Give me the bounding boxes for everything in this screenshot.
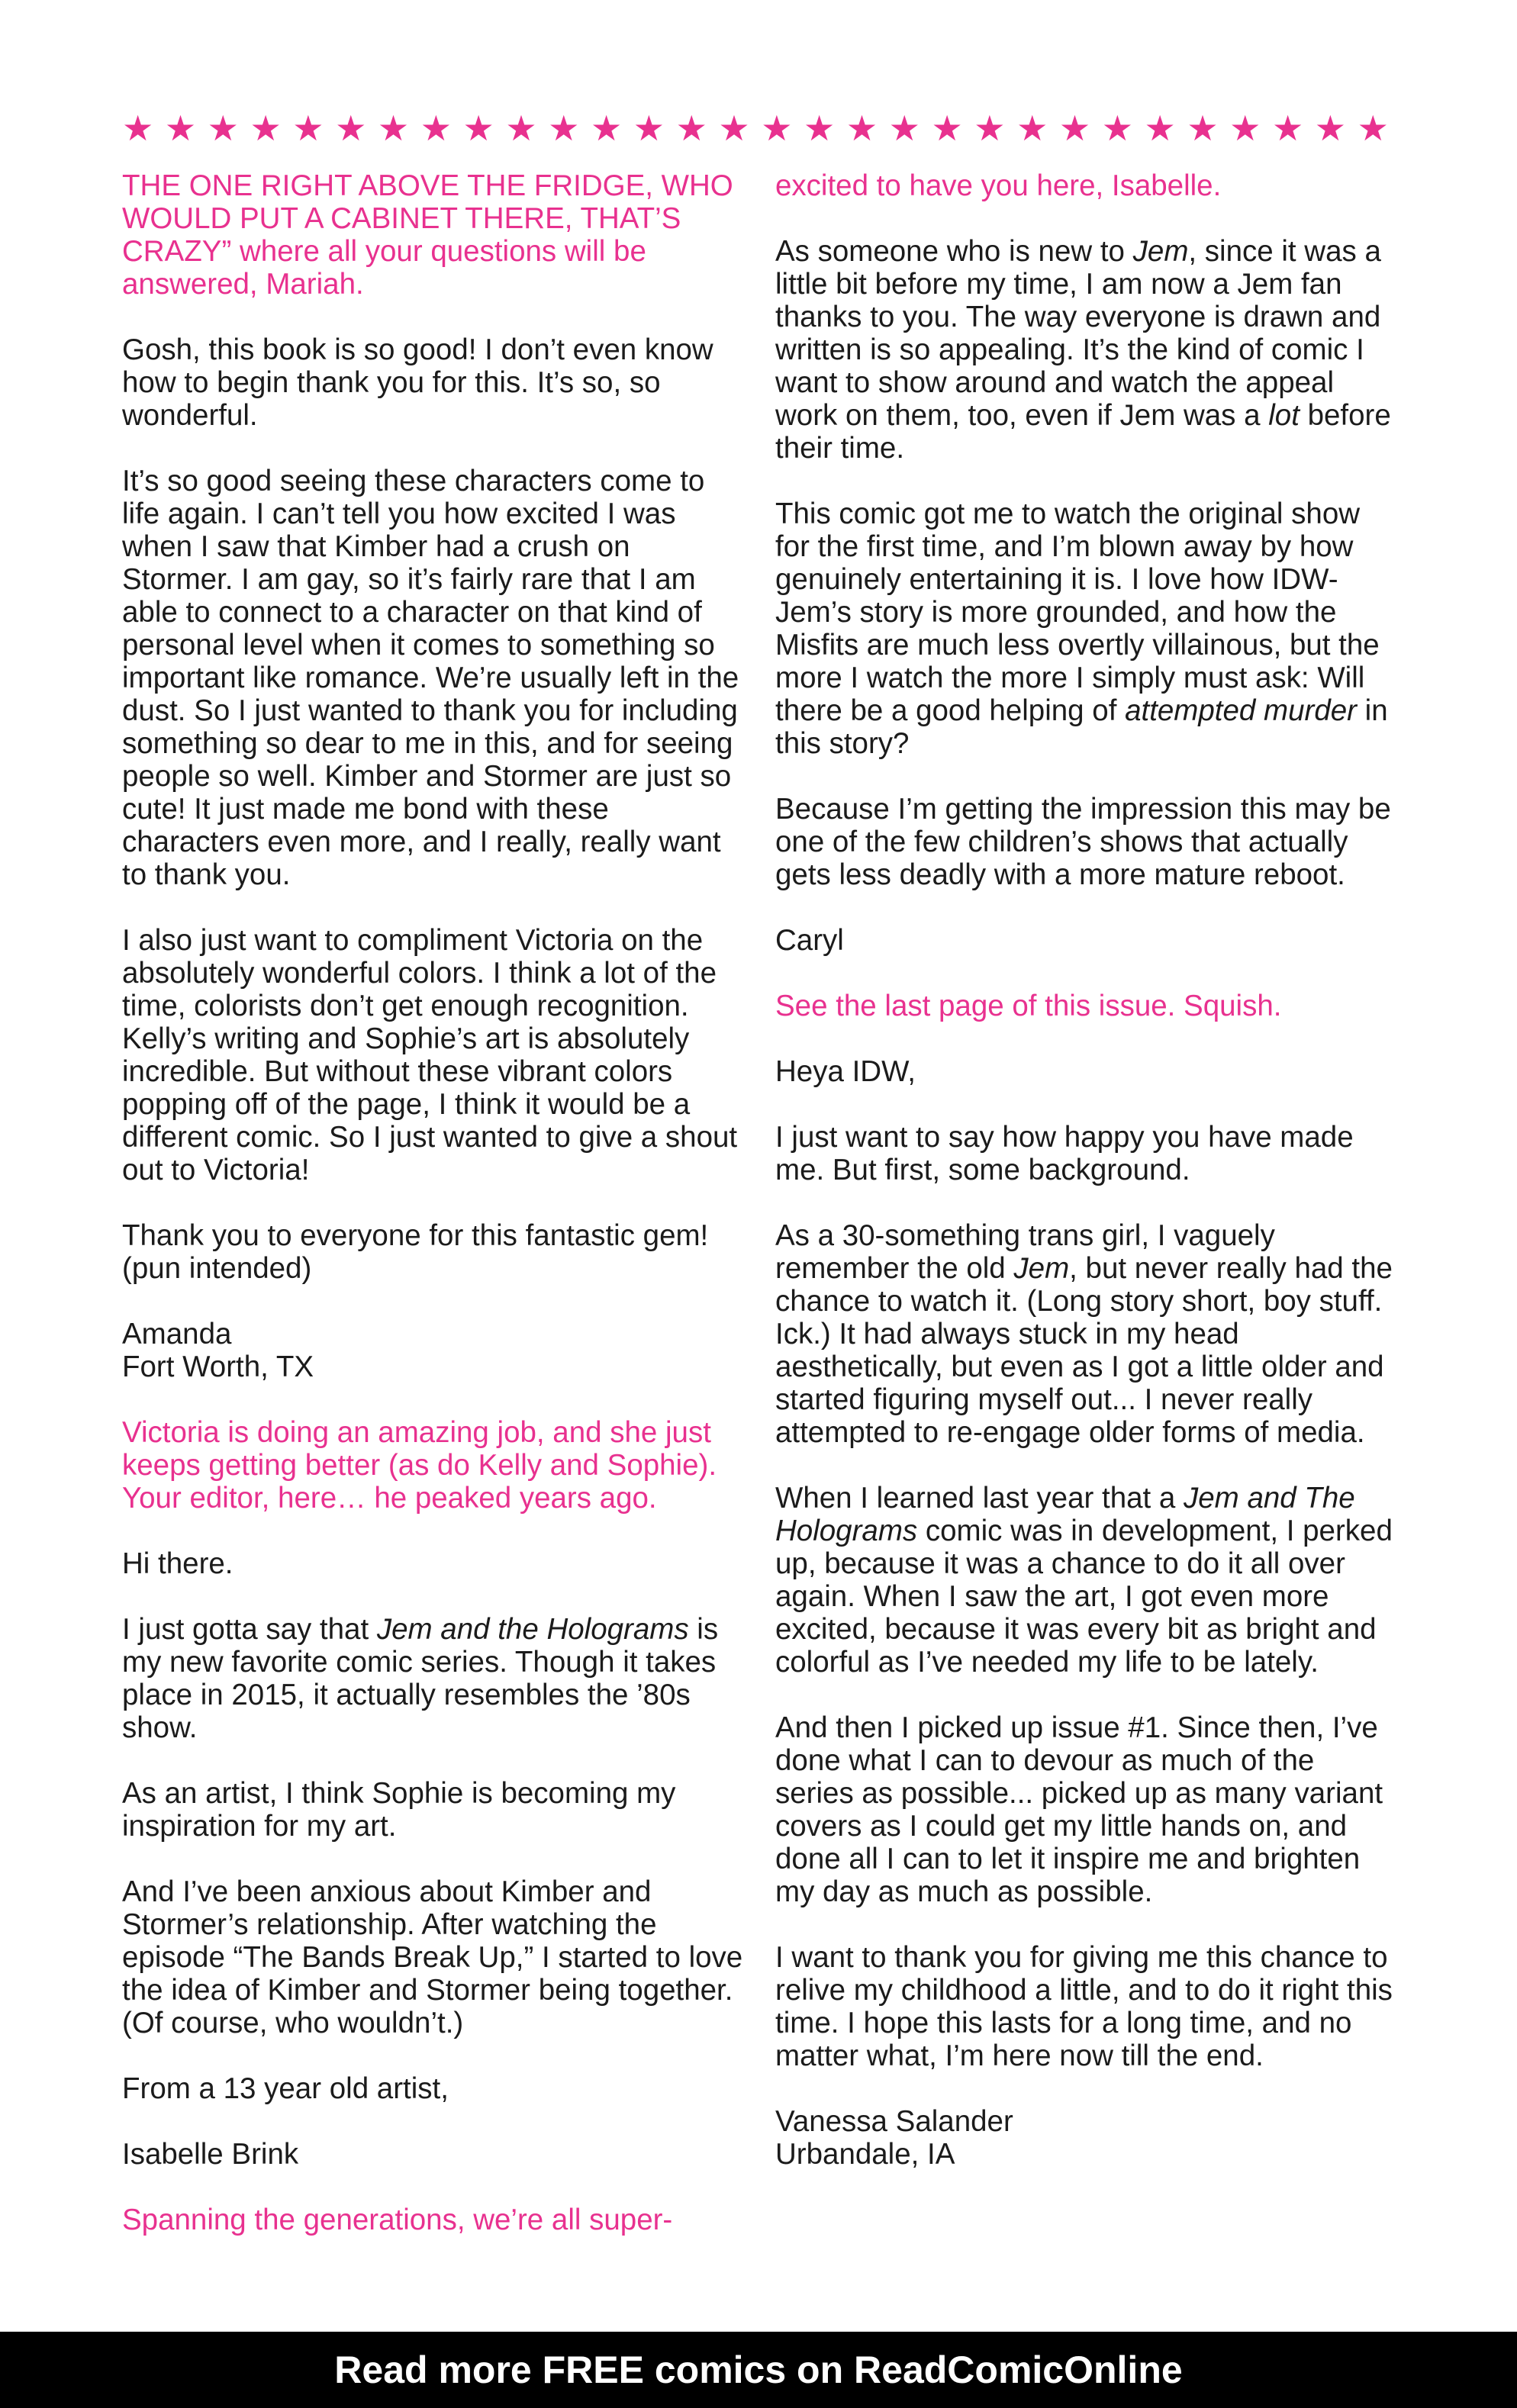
- comic-title: Jem: [1132, 235, 1189, 268]
- star-icon: ★: [675, 108, 707, 149]
- text-segment: , since it was a little bit before my time, I am now a Jem fan thanks to you. The way everyone is drawn and written is so appealing. It’s the kind of comic I want to show around and watch the appeal work on them, too, even if Jem was a: [775, 235, 1381, 432]
- signature-name: Isabelle Brink: [122, 2138, 299, 2171]
- signature-location: Fort Worth, TX: [122, 1350, 314, 1383]
- letter-signature: [775, 2105, 1395, 2171]
- letter-paragraph: I just want to say how happy you have made me. But first, some background.: [775, 1121, 1354, 1186]
- star-icon: ★: [335, 108, 367, 149]
- star-icon: ★: [974, 108, 1006, 149]
- letter-paragraph: And I’ve been anxious about Kimber and Stormer’s relationship. After watching the episode “The Bands Break Up,” I started to love the idea of Kimber and Stormer being together. (Of course, who wouldn’t.): [122, 1875, 743, 2039]
- letter-paragraph: [122, 1613, 748, 1744]
- text-segment: is my new favorite comic series. Though it takes place in 2015, it actually resembles the ’80s show.: [122, 1613, 719, 1744]
- right-column: [775, 169, 1395, 2171]
- letter-paragraph: Because I’m getting the impression this may be one of the few children’s shows that actually gets less deadly with a more mature reboot.: [775, 793, 1391, 891]
- star-icon: ★: [845, 108, 878, 149]
- star-icon: ★: [1187, 108, 1219, 149]
- letter-paragraph: [775, 235, 1395, 465]
- text-segment: before their time.: [775, 399, 1391, 465]
- star-icon: ★: [1229, 108, 1261, 149]
- star-icon: ★: [590, 108, 623, 149]
- star-icon: ★: [548, 108, 580, 149]
- star-icon: ★: [164, 108, 197, 149]
- star-icon: ★: [292, 108, 324, 149]
- star-icon: ★: [1101, 108, 1133, 149]
- left-column: [122, 169, 748, 2236]
- letter-paragraph: As an artist, I think Sophie is becoming my inspiration for my art.: [122, 1777, 676, 1843]
- star-icon: ★: [1314, 108, 1346, 149]
- letter-paragraph: Gosh, this book is so good! I don’t even know how to begin thank you for this. It’s so, so wonderful.: [122, 333, 713, 432]
- text-segment: This comic got me to watch the original show for the first time, and I’m blown away by how genuinely entertaining it is. I love how IDW-Jem’s story is more grounded, and how the Misfits are much less overtly villainous, but the more I watch the more I simply must ask: Will there be a good helping of: [775, 497, 1380, 727]
- signature-name: Caryl: [775, 924, 844, 957]
- star-border: [122, 107, 1389, 150]
- editor-response: excited to have you here, Isabelle.: [775, 169, 1222, 202]
- letter-paragraph: I also just want to compliment Victoria on the absolutely wonderful colors. I think a lot of the time, colorists don’t get enough recognition. Kelly’s writing and Sophie’s art is absolutely incredible. But without these vibrant colors popping off of the page, I think it would be a different comic. So I just wanted to give a shout out to Victoria!: [122, 924, 738, 1186]
- letter-closing: From a 13 year old artist,: [122, 2072, 449, 2105]
- text-segment: As a 30-something trans girl, I vaguely remember the old: [775, 1219, 1275, 1285]
- star-icon: ★: [888, 108, 920, 149]
- letter-paragraph: And then I picked up issue #1. Since then, I’ve done what I can to devour as much of the series as possible... picked up as many variant covers as I could get my little hands on, and done all I can to let it inspire me and brighten my day as much as possible.: [775, 1711, 1383, 1908]
- star-icon: ★: [462, 108, 494, 149]
- star-icon: ★: [1058, 108, 1091, 149]
- letter-signature: [122, 1318, 748, 1383]
- footer-banner[interactable]: Read more FREE comics on ReadComicOnline: [0, 2332, 1517, 2408]
- text-segment: When I learned last year that a: [775, 1482, 1184, 1515]
- star-icon: ★: [1144, 108, 1176, 149]
- text-segment: comic was in development, I perked up, because it was a chance to do it all over again. When I saw the art, I got even more excited, because it was every bit as bright and colorful as I’ve needed my life to be lately.: [775, 1515, 1393, 1679]
- comic-title: Jem and the Holograms: [376, 1613, 689, 1646]
- comic-title: Jem and The Holograms: [775, 1482, 1355, 1547]
- editor-response: See the last page of this issue. Squish.: [775, 990, 1282, 1022]
- letter-paragraph: [775, 1219, 1395, 1449]
- star-icon: ★: [1271, 108, 1304, 149]
- text-segment: in this story?: [775, 694, 1388, 760]
- signature-name: Amanda: [122, 1318, 232, 1350]
- text-segment: , but never really had the chance to watch it. (Long story short, boy stuff. Ick.) It had always stuck in my head aesthetically, but even as I got a little older and started figuring myself out... I never really attempted to re-engage older forms of media.: [775, 1252, 1393, 1449]
- star-icon: ★: [250, 108, 282, 149]
- star-icon: ★: [761, 108, 793, 149]
- letter-paragraph: Thank you to everyone for this fantastic gem! (pun intended): [122, 1219, 709, 1285]
- comic-title: Jem: [1013, 1252, 1070, 1285]
- letter-paragraph: I want to thank you for giving me this chance to relive my childhood a little, and to do it right this time. I hope this lasts for a long time, and no matter what, I’m here now till the end.: [775, 1941, 1393, 2072]
- text-segment: I just gotta say that: [122, 1613, 377, 1646]
- star-icon: ★: [207, 108, 239, 149]
- editor-response: THE ONE RIGHT ABOVE THE FRIDGE, WHO WOULD PUT A CABINET THERE, THAT’S CRAZY” where all your questions will be answered, Mariah.: [122, 169, 733, 301]
- star-icon: ★: [931, 108, 963, 149]
- star-icon: ★: [1016, 108, 1048, 149]
- letter-greeting: Heya IDW,: [775, 1055, 916, 1088]
- star-icon: ★: [633, 108, 665, 149]
- star-icon: ★: [1357, 108, 1389, 149]
- letter-greeting: Hi there.: [122, 1547, 234, 1580]
- star-icon: ★: [804, 108, 836, 149]
- star-icon: ★: [718, 108, 750, 149]
- letter-paragraph: It’s so good seeing these characters come to life again. I can’t tell you how excited I was when I saw that Kimber had a crush on Stormer. I am gay, so it’s fairly rare that I am able to connect to a character on that kind of personal level when it comes to something so important like romance. We’re usually left in the dust. So I just wanted to thank you for including something so dear to me in this, and for seeing people so well. Kimber and Stormer are just so cute! It just made me bond with these characters even more, and I really, really want to thank you.: [122, 465, 739, 891]
- editor-response: Victoria is doing an amazing job, and she just keeps getting better (as do Kelly and Sophie). Your editor, here… he peaked years ago.: [122, 1416, 717, 1515]
- emphasis: attempted murder: [1125, 694, 1357, 727]
- signature-name: Vanessa Salander: [775, 2105, 1013, 2138]
- star-icon: ★: [505, 108, 537, 149]
- letter-paragraph: [775, 1482, 1395, 1679]
- star-icon: ★: [377, 108, 410, 149]
- letter-paragraph: [775, 497, 1395, 760]
- star-icon: ★: [420, 108, 452, 149]
- star-icon: ★: [122, 108, 154, 149]
- editor-response: Spanning the generations, we’re all super-: [122, 2204, 673, 2236]
- emphasis: lot: [1268, 399, 1300, 432]
- text-segment: As someone who is new to: [775, 235, 1133, 268]
- signature-location: Urbandale, IA: [775, 2138, 955, 2171]
